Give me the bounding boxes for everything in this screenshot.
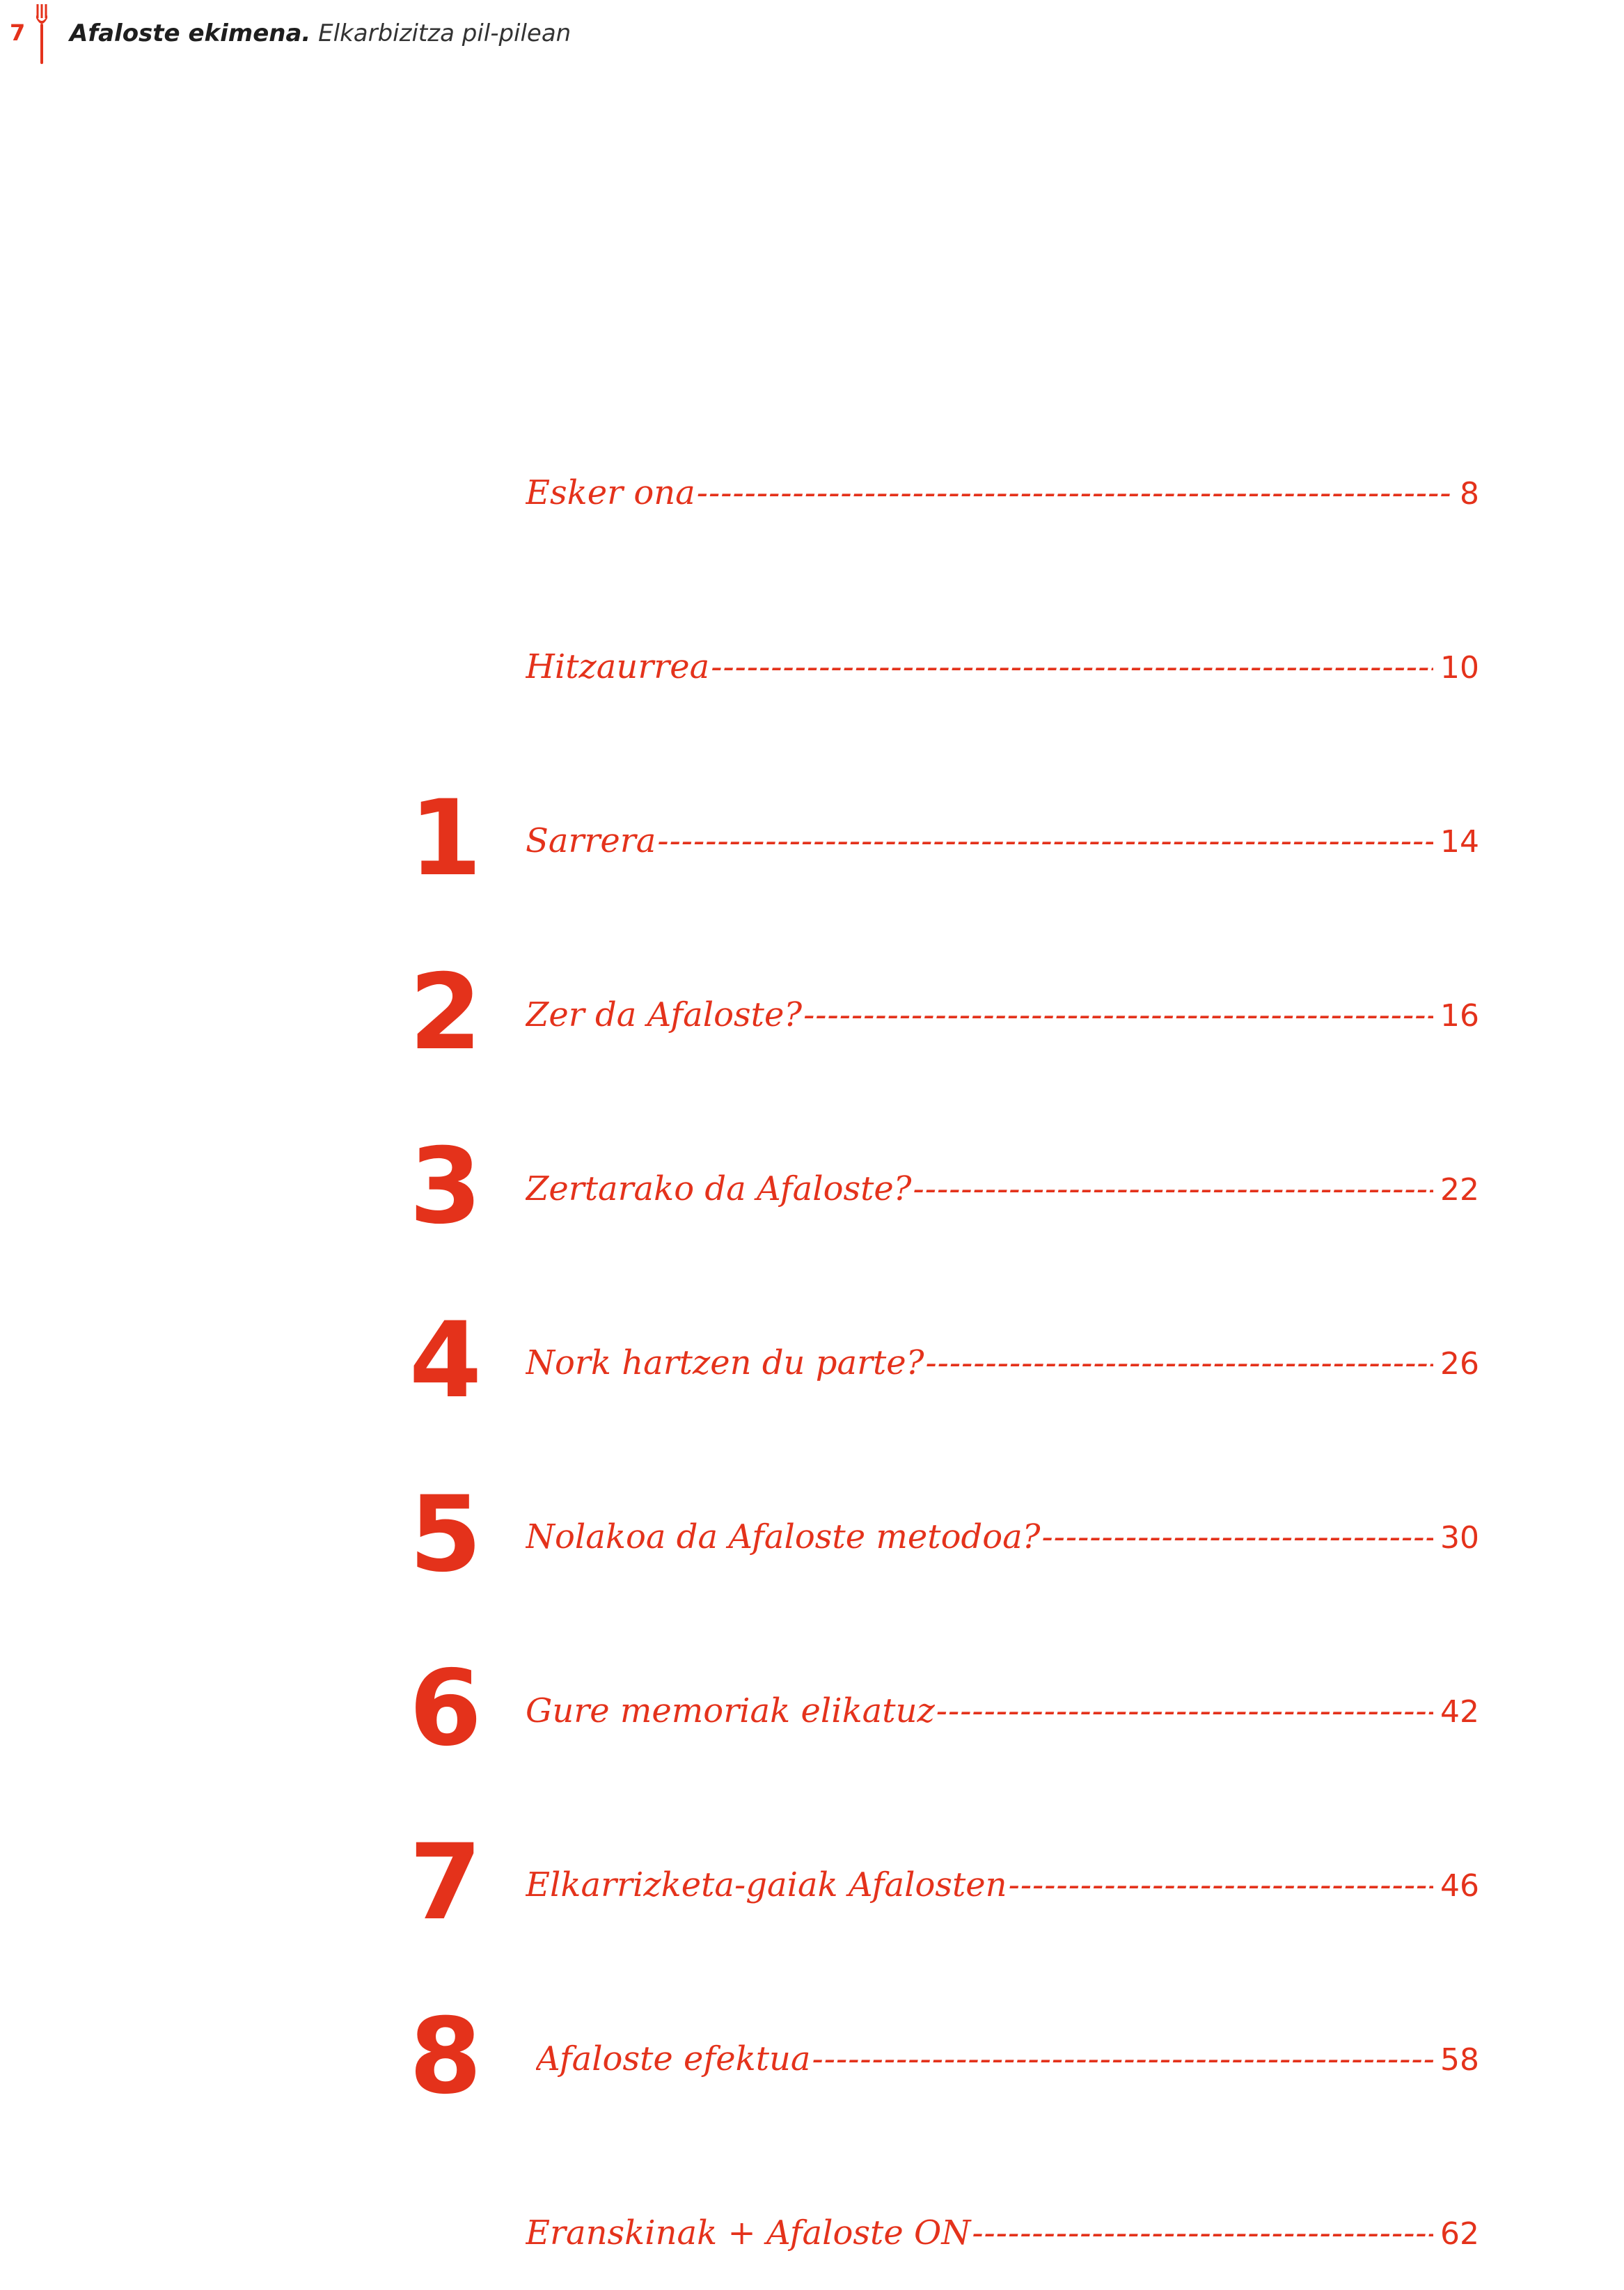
- toc-row: [0, 626, 1624, 724]
- toc-row: [0, 452, 1624, 550]
- toc-label: Esker ona: [526, 473, 695, 512]
- chapter-number: 2: [409, 952, 482, 1073]
- toc-page-number: 22: [1440, 1172, 1479, 1208]
- toc-entry[interactable]: [526, 1865, 1479, 1914]
- dot-leader: [1041, 1517, 1433, 1556]
- toc-label: Sarrera: [526, 821, 656, 860]
- dot-leader: [697, 473, 1453, 512]
- toc-page-number: 26: [1440, 1346, 1479, 1382]
- toc-label: Afaloste efektua: [536, 2039, 811, 2078]
- toc-page-number: 46: [1440, 1868, 1479, 1904]
- chapter-number: 7: [409, 1822, 482, 1943]
- dot-leader: [972, 2213, 1433, 2252]
- toc-page-number: 58: [1440, 2042, 1479, 2078]
- chapter-number: 6: [409, 1648, 482, 1769]
- toc-page-number: 14: [1440, 824, 1479, 860]
- chapter-number: 8: [409, 1996, 482, 2117]
- chapter-number: 4: [409, 1300, 482, 1421]
- toc-entry[interactable]: [526, 1343, 1479, 1392]
- toc-entry[interactable]: [526, 1517, 1479, 1566]
- dot-leader: [913, 1169, 1433, 1208]
- toc-row: [0, 2193, 1624, 2290]
- dot-leader: [803, 995, 1433, 1034]
- chapter-number: 1: [409, 778, 482, 899]
- toc-label: Zertarako da Afaloste?: [526, 1169, 912, 1208]
- title-light: Elkarbizitza pil-pilean: [318, 19, 571, 47]
- toc-page-number: 62: [1440, 2216, 1479, 2252]
- toc-row: [0, 1300, 1624, 1421]
- dot-leader: [925, 1343, 1433, 1382]
- toc-entry[interactable]: [526, 821, 1479, 870]
- toc-label: Eranskinak + Afaloste ON: [526, 2213, 971, 2252]
- toc-page-number: 16: [1440, 998, 1479, 1034]
- toc-label: Zer da Afaloste?: [526, 995, 803, 1034]
- dot-leader: [936, 1691, 1433, 1730]
- toc-entry[interactable]: [526, 647, 1479, 696]
- toc-label: Nolakoa da Afaloste metodoa?: [526, 1517, 1041, 1556]
- dot-leader: [1009, 1865, 1433, 1904]
- toc-row: [0, 1822, 1624, 1943]
- toc-page-number: 10: [1440, 650, 1479, 686]
- dot-leader: [657, 821, 1433, 860]
- toc-page-number: 42: [1440, 1694, 1479, 1730]
- toc-entry[interactable]: [526, 2213, 1479, 2262]
- toc-entry[interactable]: [526, 995, 1479, 1044]
- chapter-number: 3: [409, 1126, 482, 1247]
- toc-row: [0, 1996, 1624, 2117]
- toc-row: [0, 778, 1624, 899]
- toc-row: [0, 1474, 1624, 1595]
- toc-entry[interactable]: [526, 1169, 1479, 1218]
- toc-page-number: 8: [1460, 476, 1479, 512]
- toc-label: Hitzaurrea: [526, 647, 710, 686]
- toc-label: Nork hartzen du parte?: [526, 1343, 924, 1382]
- toc-label: Elkarrizketa-gaiak Afalosten: [526, 1865, 1007, 1904]
- toc-entry[interactable]: [526, 473, 1479, 522]
- dot-leader: [812, 2039, 1433, 2078]
- chapter-number: 5: [409, 1474, 482, 1595]
- title-strong: Afaloste ekimena.: [70, 19, 311, 47]
- toc-row: [0, 1126, 1624, 1247]
- page-number: 7: [10, 19, 26, 46]
- toc-page-number: 30: [1440, 1520, 1479, 1556]
- dot-leader: [711, 647, 1433, 686]
- toc-row: [0, 952, 1624, 1073]
- toc-entry[interactable]: [536, 2039, 1479, 2088]
- toc-row: [0, 1648, 1624, 1769]
- toc-label: Gure memoriak elikatuz: [526, 1691, 935, 1730]
- toc-entry[interactable]: [526, 1691, 1479, 1740]
